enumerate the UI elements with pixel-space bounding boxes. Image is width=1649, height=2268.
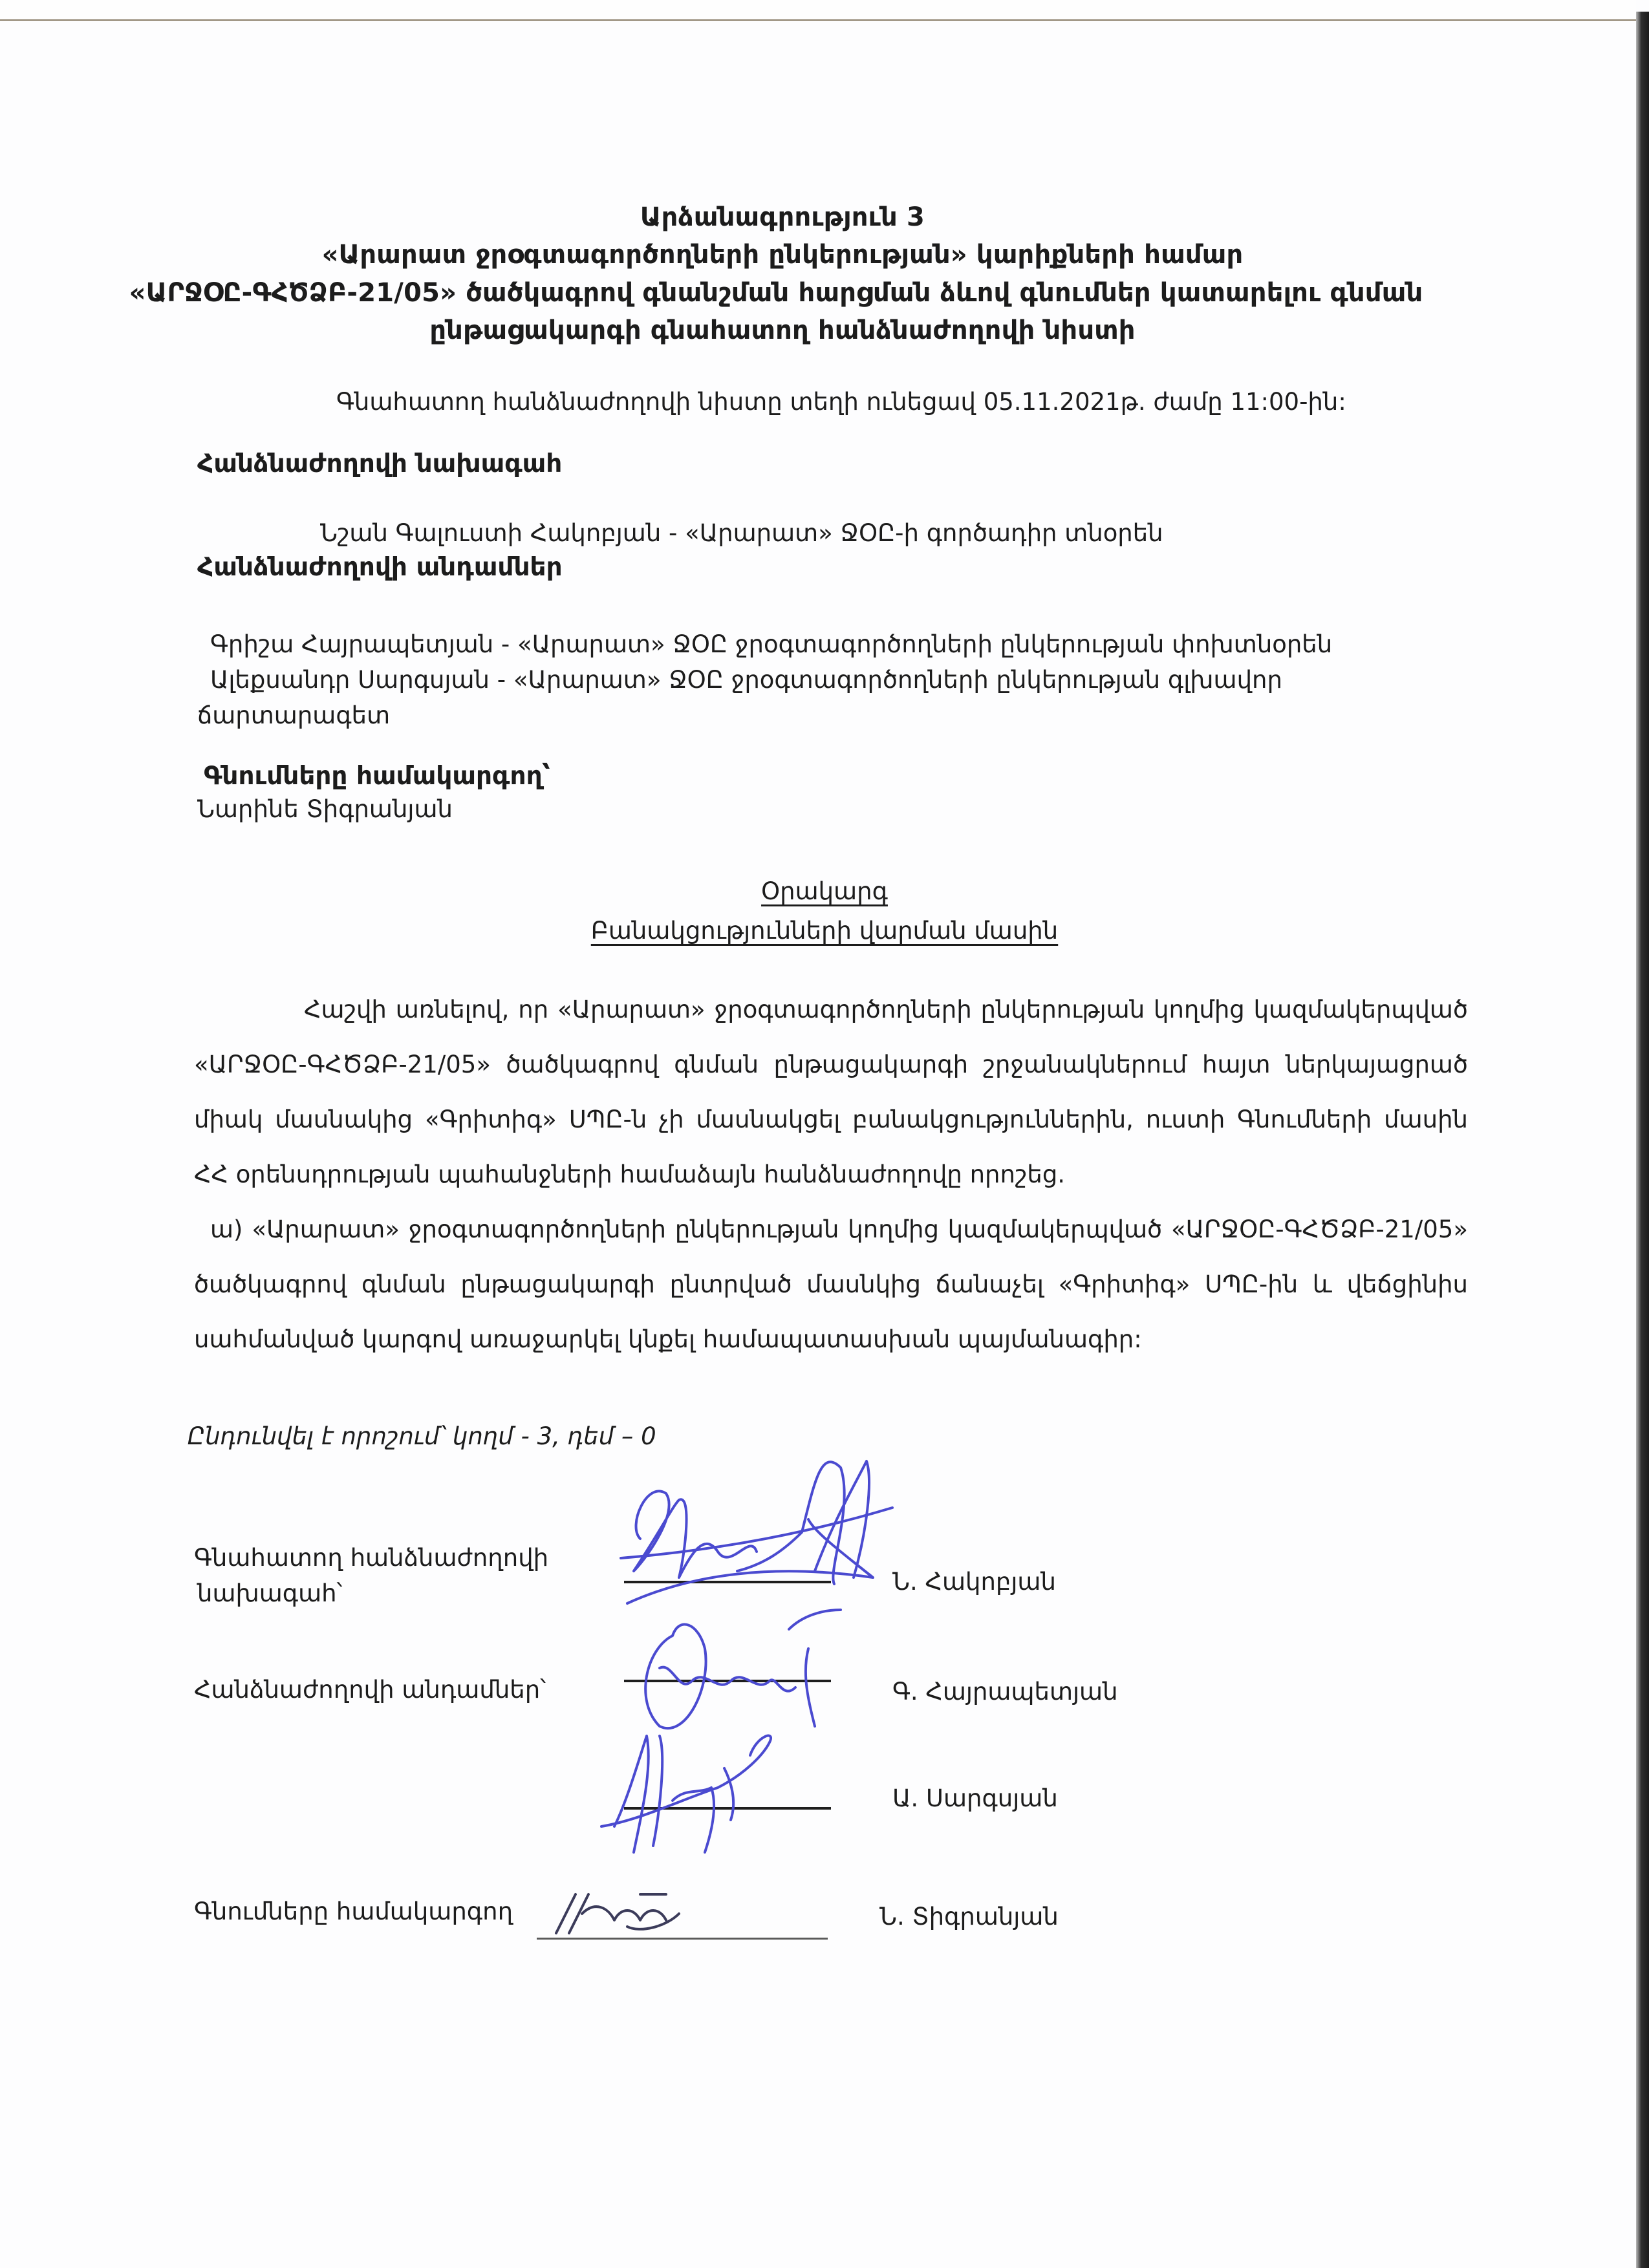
vote-result: Ընդունվել է որոշում՝ կողմ - 3, դեմ – 0: [188, 1422, 656, 1450]
resolution-line: սահմանված կարգով առաջարկել կնքել համապատասխան պայմանագիր:: [194, 1325, 1142, 1353]
chair-sign-label-line2: նախագահ՝: [197, 1579, 343, 1607]
body-line: ՀՀ օրենսդրության պահանջների համաձայն հանձնաժողովը որոշեց.: [194, 1161, 1066, 1188]
chair-sign-name: Ն. Հակոբյան: [892, 1568, 1056, 1596]
members-heading: Հանձնաժողովի անդամներ: [197, 553, 563, 582]
body-line: «ԱՐՋՕԸ-ԳՀԾՁԲ-21/05» ծածկագրով գնման ընթացակարգի շրջանակներում հայտ ներկայացրած: [194, 1051, 1468, 1078]
agenda-title: Օրակարգ: [761, 877, 888, 905]
member-entry-continuation: ճարտարագետ: [197, 701, 391, 729]
member2-signature: [601, 1729, 834, 1859]
member2-sign-name: Ա. Սարգսյան: [892, 1784, 1058, 1812]
member-entry: Ալեքսանդր Սարգսյան - «Արարատ» ՋՕԸ ջրօգտագործողների ընկերության գլխավոր: [210, 666, 1282, 694]
body-line: միակ մասնակից «Գրիտիգ» ՍՊԸ-ն չի մասնակցել բանակցություններին, ուստի Գնումների մասին: [194, 1106, 1468, 1133]
chair-heading: Հանձնաժողովի նախագահ: [197, 449, 563, 478]
chair-sign-label: Գնահատող հանձնաժողովի: [194, 1544, 549, 1572]
scan-right-edge: [1636, 12, 1649, 2268]
resolution-line: ծածկագրով գնման ընթացակարգի ընտրված մասնկից ճանաչել «Գրիտիգ» ՍՊԸ-ին և վեճցինիս: [194, 1270, 1468, 1298]
chair-signature: [621, 1455, 905, 1603]
document-title-line2: «Արարատ ջրօգտագործողների ընկերության» կարիքների համար: [321, 240, 1244, 270]
agenda-subtitle: Բանակցությունների վարման մասին: [590, 917, 1059, 945]
coordinator-name: Նարինե Տիգրանյան: [197, 795, 453, 823]
member-entry: Գրիշա Հայրապետյան - «Արարատ» ՋՕԸ ջրօգտագործողների ընկերության փոխտնօրեն: [210, 630, 1333, 658]
document-title-line4: ընթացակարգի գնահատող հանձնաժողովի նիստի: [429, 316, 1136, 345]
members-sign-label: Հանձնաժողովի անդամներ՝: [194, 1676, 546, 1704]
body-line: Հաշվի առնելով, որ «Արարատ» ջրօգտագործողների ընկերության կողմից կազմակերպված: [304, 996, 1468, 1023]
resolution-line: ա) «Արարատ» ջրօգտագործողների ընկերության կողմից կազմակերպված «ԱՐՋՕԸ-ԳՀԾՁԲ-21/05»: [210, 1215, 1468, 1243]
document-title-line3: «ԱՐՋՕԸ-ԳՀԾՁԲ-21/05» ծածկագրով գնանշման հարցման ձևով գնումներ կատարելու գնման: [129, 278, 1423, 308]
member1-signature: [634, 1610, 867, 1739]
coordinator-heading: Գնումները համակարգող՝: [204, 762, 550, 791]
document-title: Արձանագրություն 3: [640, 202, 925, 232]
member1-sign-name: Գ. Հայրապետյան: [892, 1678, 1118, 1706]
coordinator-sign-name: Ն. Տիգրանյան: [879, 1903, 1059, 1931]
chair-entry: Նշան Գալուստի Հակոբյան - «Արարատ» ՋՕԸ-ի գործադիր տնօրեն: [320, 519, 1163, 547]
meeting-info: Գնահատող հանձնաժողովի նիստը տեղի ունեցավ 05.11.2021թ. ժամը 11:00-ին:: [336, 388, 1346, 416]
coordinator-sign-label: Գնումները համակարգող: [194, 1898, 513, 1925]
scan-top-edge: [0, 0, 1636, 21]
coordinator-signature: [537, 1888, 731, 1946]
